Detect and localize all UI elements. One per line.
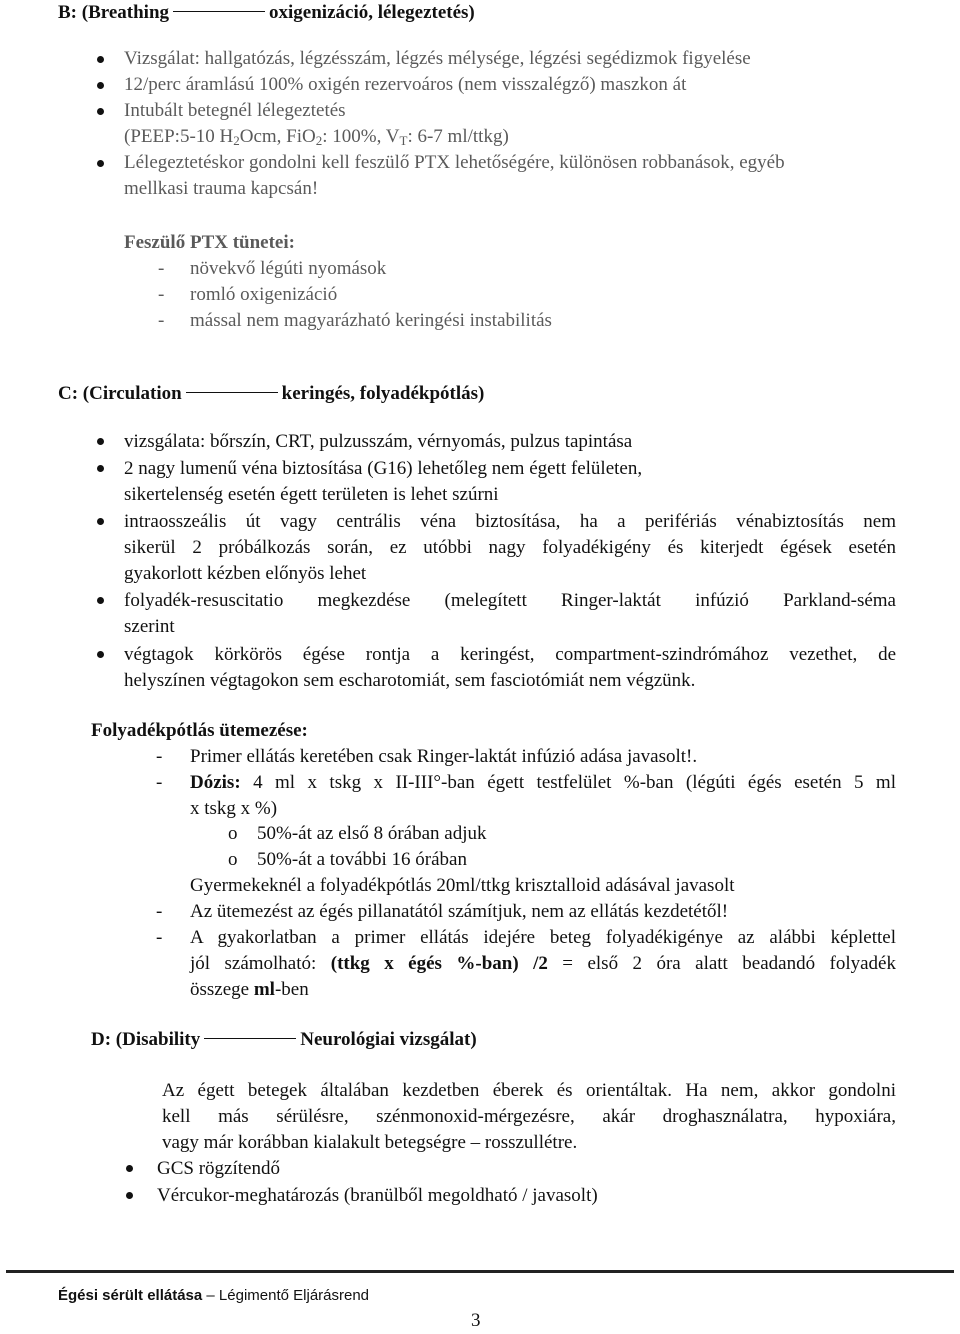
b-bullet-1: Vizsgálat: hallgatózás, légzésszám, légzés mélysége, légzési segédizmok figyelése (124, 48, 751, 69)
fluid-item-3: Az ütemezést az égés pillanatától számítjuk, nem az ellátás kezdetétől! (190, 901, 729, 922)
d-paragraph-line2: kell más sérülésre, szénmonoxid-mérgezésre, akár droghasználatra, hypoxiára, (162, 1106, 896, 1127)
c-bullet-3-line2: sikerül 2 próbálkozás során, ez utóbbi nagy folyadékigény és kiterjedt égések esetén (124, 537, 896, 558)
footer-rule (6, 1270, 954, 1273)
ptx-item-1: növekvő légúti nyomások (190, 258, 387, 279)
fluid-dash: - (156, 746, 163, 767)
c-bullet-4-line1: folyadék-resuscitatio megkezdése (melegített Ringer-laktát infúzió Parkland-séma (124, 590, 896, 611)
bullet-dot (97, 56, 104, 63)
bullet-dot (97, 160, 104, 167)
fluid-dash: - (156, 927, 163, 948)
bullet-dot (126, 1165, 133, 1172)
section-d-heading: D: (Disability Neurológiai vizsgálat) (91, 1029, 477, 1050)
ptx-item-3: mással nem magyarázható keringési instabilitás (190, 310, 552, 331)
c-bullet-3-line3: gyakorlott kézben előnyös lehet (124, 563, 367, 584)
section-b-heading: B: (Breathing oxigenizáció, lélegeztetés) (58, 2, 475, 23)
c-bullet-1: vizsgálata: bőrszín, CRT, pulzusszám, vérnyomás, pulzus tapintása (124, 431, 633, 452)
bullet-dot (126, 1192, 133, 1199)
ptx-item-2: romló oxigenizáció (190, 284, 338, 305)
c-bullet-2-line1: 2 nagy lumenű véna biztosítása (G16) lehetőleg nem égett felületen, (124, 458, 643, 479)
fluid-dash: - (156, 772, 163, 793)
c-bullet-3-line1: intraosszeális út vagy centrális véna biztosítása, ha a perifériás vénabiztosítás nem (124, 511, 896, 532)
ptx-dash: - (158, 284, 165, 305)
fluid-dash: - (156, 901, 163, 922)
section-c-heading: C: (Circulation keringés, folyadékpótlás) (58, 383, 485, 404)
fluid-title: Folyadékpótlás ütemezése: (91, 720, 308, 741)
d-paragraph-line1: Az égett betegek általában kezdetben éberek és orientáltak. Ha nem, akkor gondolni (162, 1080, 896, 1101)
ptx-title: Feszülő PTX tünetei: (124, 232, 295, 253)
fluid-item-2-line2: x tskg x %) (190, 798, 278, 819)
d-bullet-2: Vércukor-meghatározás (branülből megoldható / javasolt) (157, 1185, 598, 1206)
bullet-dot (97, 597, 104, 604)
b-bullet-3: Intubált betegnél lélegeztetés (124, 100, 346, 121)
c-bullet-5-line2: helyszínen végtagokon sem escharotomiát, sem fasciotómiát nem végzünk. (124, 670, 696, 691)
peep-settings: (PEEP:5-10 $H_2Ocm$, FiO$_2$: 100%, $V_T$: 6-7 ml/ttkg) (124, 126, 509, 148)
c-bullet-4-line2: szerint (124, 616, 175, 637)
ptx-dash: - (158, 258, 165, 279)
ptx-dash: - (158, 310, 165, 331)
bullet-dot (97, 518, 104, 525)
b-bullet-4-line1: Lélegeztetéskor gondolni kell feszülő PTX lehetőségére, különösen robbanások, egyéb (124, 152, 785, 173)
bullet-dot (97, 465, 104, 472)
heading-dash-rule (204, 1038, 296, 1039)
footer-title: Égési sérült ellátása – Légimentő Eljárásrend (58, 1287, 370, 1304)
fluid-sub-2: 50%-át a további 16 órában (257, 849, 467, 870)
bullet-dot (97, 651, 104, 658)
heading-dash-rule (173, 11, 265, 12)
c-bullet-5-line1: végtagok körkörös égése rontja a keringést, compartment-szindrómához vezethet, de (124, 644, 896, 665)
b-bullet-2: 12/perc áramlású 100% oxigén rezervoáros (nem visszalégző) maszkon át (124, 74, 687, 95)
b-bullet-4-line2: mellkasi trauma kapcsán! (124, 178, 319, 199)
bullet-dot (97, 82, 104, 89)
o-marker: o (228, 849, 238, 870)
page-number: 3 (471, 1310, 481, 1331)
child-dose: Gyermekeknél a folyadékpótlás 20ml/ttkg krisztalloid adásával javasolt (190, 875, 735, 896)
fluid-item-2-line1: Dózis: 4 ml x tskg x II-III°-ban égett testfelület %-ban (légúti égés esetén 5 ml (190, 772, 896, 793)
d-paragraph-line3: vagy már korábban kialakult betegségre – rosszullétre. (162, 1132, 578, 1153)
bullet-dot (97, 108, 104, 115)
fluid-sub-1: 50%-át az első 8 órában adjuk (257, 823, 487, 844)
fluid-item-4-line1: A gyakorlatban a primer ellátás idejére beteg folyadékigénye az alábbi képlettel (190, 927, 896, 948)
fluid-item-4-line3: összege ml-ben (190, 979, 309, 1000)
heading-dash-rule (186, 392, 278, 393)
d-bullet-1: GCS rögzítendő (157, 1158, 280, 1179)
fluid-item-4-line2: jól számolható: (ttkg x égés %-ban) /2 = első 2 óra alatt beadandó folyadék (190, 953, 896, 974)
fluid-item-1: Primer ellátás keretében csak Ringer-laktát infúzió adása javasolt!. (190, 746, 698, 767)
bullet-dot (97, 438, 104, 445)
c-bullet-2-line2: sikertelenség esetén égett területen is lehet szúrni (124, 484, 499, 505)
o-marker: o (228, 823, 238, 844)
